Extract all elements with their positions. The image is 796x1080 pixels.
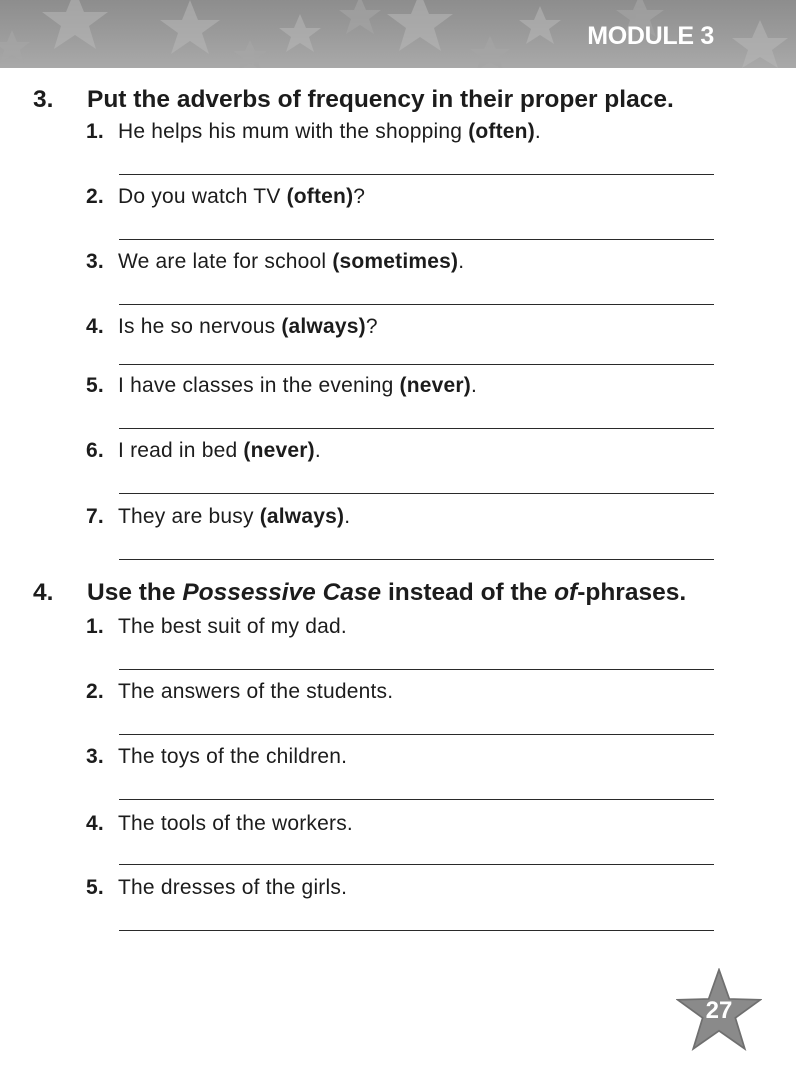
item-text: I have classes in the evening [118,374,400,397]
answer-line[interactable] [119,734,714,735]
exercise-item [86,439,726,463]
module-title: MODULE 3 [587,22,714,50]
item-text: The tools of the workers. [118,812,353,835]
item-text: The toys of the children. [118,745,348,768]
exercise-item [86,374,726,398]
item-text: I read in bed [118,439,244,462]
item-number: 6. [86,439,104,462]
instruction-part: Use the [87,579,183,606]
section-number: 3. [33,86,54,113]
item-number: 3. [86,745,104,768]
item-number: 1. [86,120,104,143]
section-instruction: Put the adverbs of frequency in their proper place. [87,86,674,113]
item-punct: . [314,439,321,462]
item-punct: . [470,374,477,397]
item-keyword: (always) [259,505,345,528]
item-number: 5. [86,876,104,899]
exercise-item [86,120,726,144]
instruction-part: instead of the [381,579,555,606]
answer-line[interactable] [119,930,714,931]
answer-line[interactable] [119,559,714,560]
exercise-item [86,876,726,900]
item-keyword: (sometimes) [332,250,459,273]
exercise-item [86,745,726,769]
item-text: Is he so nervous [118,315,282,338]
item-text: They are busy [118,505,260,528]
answer-line[interactable] [119,864,714,865]
section-instruction [87,579,686,607]
item-number: 4. [86,812,104,835]
item-keyword: (always) [281,315,366,338]
exercise-item [86,680,726,704]
answer-line[interactable] [119,493,714,494]
answer-line[interactable] [119,799,714,800]
item-number: 4. [86,315,104,338]
section-number: 4. [33,579,54,606]
item-number: 3. [86,250,104,273]
page-number: 27 [705,997,733,1024]
item-text: We are late for school [118,250,333,273]
item-keyword: (never) [399,374,471,397]
item-text: The best suit of my dad. [118,615,347,638]
exercise-item [86,185,726,209]
answer-line[interactable] [119,239,714,240]
item-number: 2. [86,185,104,208]
item-number: 7. [86,505,104,528]
answer-line[interactable] [119,669,714,670]
item-punct: . [344,505,351,528]
item-punct: ? [353,185,366,208]
item-text: The answers of the students. [118,680,394,703]
answer-line[interactable] [119,174,714,175]
item-keyword: (often) [468,120,535,143]
item-punct: . [534,120,541,143]
exercise-item [86,615,726,639]
item-text: Do you watch TV [118,185,287,208]
item-text: He helps his mum with the shopping [118,120,469,143]
exercise-item [86,315,726,339]
exercise-item [86,250,726,274]
item-number: 1. [86,615,104,638]
answer-line[interactable] [119,304,714,305]
exercise-item [86,812,726,836]
item-number: 5. [86,374,104,397]
instruction-part: -phrases. [577,579,687,606]
exercise-item [86,505,726,529]
item-punct: . [458,250,465,273]
item-punct: ? [365,315,378,338]
item-keyword: (often) [286,185,354,208]
header-banner [0,0,796,68]
instruction-italic-part: of [554,579,578,606]
answer-line[interactable] [119,364,714,365]
instruction-italic-part: Possessive Case [182,579,382,606]
item-text: The dresses of the girls. [118,876,348,899]
answer-line[interactable] [119,428,714,429]
item-number: 2. [86,680,104,703]
item-keyword: (never) [243,439,315,462]
